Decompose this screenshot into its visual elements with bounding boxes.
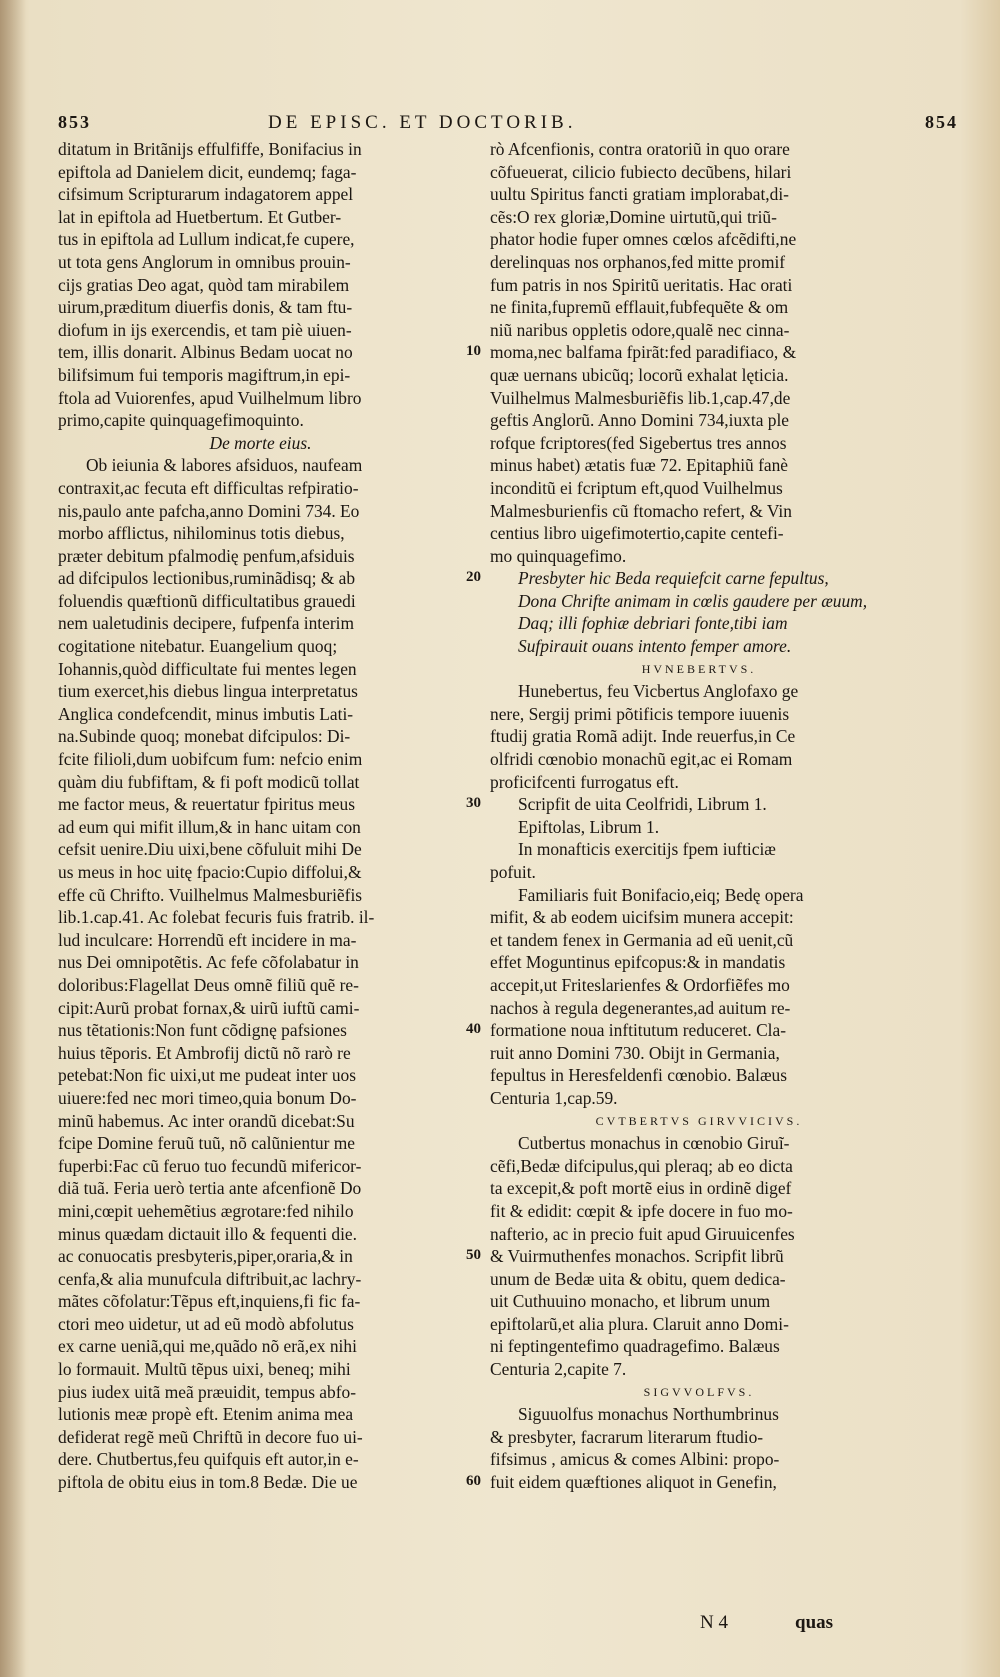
text-line: ta excepit,& poft mortẽ eius in ordinẽ digef — [490, 1178, 792, 1199]
text-line: mãtes cõfolatur:Tẽpus eft,inquiens,fi fic fa- — [58, 1291, 361, 1312]
text-line: fum patris in nos Spiritũ ueritatis. Hac orati — [490, 274, 793, 295]
text-line: ruit anno Domini 730. Obijt in Germania, — [490, 1042, 780, 1063]
text-line: De morte eius. — [209, 432, 312, 453]
text-line: Anglica condefcendit, minus imbutis Lati- — [58, 703, 354, 724]
text-line: petebat:Non fic uixi,ut me pudeat inter uos — [58, 1065, 356, 1086]
text-line: cõfueuerat, cilicio fubiecto decũbens, hilari — [490, 161, 792, 182]
text-line: mifit, & ab eodem uicifsim munera accepit: — [490, 907, 794, 928]
text-line: fifsimus , amicus & comes Albini: propo- — [490, 1449, 780, 1470]
text-line: ni feptingentefimo quadragefimo. Balæus — [490, 1336, 780, 1357]
text-line: rofque fcriptores(fed Sigebertus tres annos — [490, 432, 787, 453]
text-line: nus tẽtationis:Non funt cõdignę pafsiones — [58, 1020, 347, 1041]
text-line: Vuilhelmus Malmesburiẽfis lib.1,cap.47,de — [490, 387, 791, 408]
text-line: ut tota gens Anglorum in omnibus prouin- — [58, 251, 351, 272]
text-line: doloribus:Flagellat Deus omnẽ filiũ quẽ re- — [58, 974, 359, 995]
text-line: præter debitum pfalmodię penfum,afsiduis — [58, 545, 355, 566]
catchword: quas — [795, 1612, 834, 1633]
text-line: fepultus in Heresfeldenfi cœnobio. Balæus — [490, 1065, 788, 1086]
text-line: me factor meus, & reuertatur fpiritus meus — [58, 794, 355, 815]
text-line: Daq; illi fophiæ debriari fonte,tibi iam — [518, 613, 788, 634]
text-line: Siguuolfus monachus Northumbrinus — [518, 1404, 779, 1425]
text-line: ad eum qui mifit illum,& in hanc uitam con — [58, 816, 361, 837]
text-line: fuit eidem quæftiones aliquot in Genefin, — [490, 1472, 777, 1493]
text-line: cenfa,& alia munufcula diftribuit,ac lachry- — [58, 1268, 362, 1289]
text-line: fit & edidit: cœpit & ipfe docere in fuo mo- — [490, 1200, 793, 1221]
text-line: foluendis quæftionũ difficultatibus grauedi — [58, 590, 356, 611]
line-number: 60 — [466, 1473, 481, 1490]
text-line: mini,cœpit uehemẽtius ægrotare:fed nihilo — [58, 1200, 354, 1221]
text-line: dere. Chutbertus,feu quifquis eft autor,in e- — [58, 1449, 359, 1470]
text-line: Ob ieiunia & labores afsiduos, naufeam — [86, 455, 363, 476]
text-line: cipit:Aurũ probat fornax,& uirũ iuftũ cami- — [58, 997, 360, 1018]
text-line: centius libro uigefimotertio,capite centefi- — [490, 523, 784, 544]
text-line: nafterio, ac in precio fuit apud Giruuicenfes — [490, 1223, 795, 1244]
text-line: ad difcipulos lectionibus,ruminãdisq; & ab — [58, 568, 356, 589]
text-line: et tandem fenex in Germania ad eũ uenit,cũ — [490, 929, 794, 950]
text-line: ne finita,fupremũ efflauit,fubfequẽte & om — [490, 297, 789, 318]
text-line: quæ uernans ubicũq; locorũ exhalat lęticia. — [490, 364, 789, 385]
text-line: Centuria 2,capite 7. — [490, 1359, 627, 1380]
text-line: ditatum in Britãnijs effulfiffe, Bonifacius in — [58, 139, 362, 159]
text-line: primo,capite quinquagefimoquinto. — [58, 410, 304, 431]
text-line: contraxit,ac fecuta eft difficultas refpiratio- — [58, 477, 359, 498]
line-number: 40 — [466, 1021, 481, 1038]
text-line: uit Cuthuuino monacho, et librum unum — [490, 1291, 771, 1312]
page-header — [58, 112, 958, 138]
signature-mark: N 4 — [700, 1612, 728, 1633]
text-line: tem, illis donarit. Albinus Bedam uocat no — [58, 342, 353, 363]
text-line: lat in epiftola ad Huetbertum. Et Gutber- — [58, 206, 342, 227]
text-line: nis,paulo ante pafcha,anno Domini 734. Eo — [58, 500, 360, 521]
text-line: lib.1.cap.41. Ac folebat fecuris fuis fratrib. il- — [58, 907, 375, 928]
text-line: lutionis meæ propè eft. Etenim anima mea — [58, 1404, 354, 1425]
text-line: proficifcenti furrogatus eft. — [490, 771, 679, 792]
text-line: niũ naribus oppletis odore,qualẽ nec cinna- — [490, 319, 790, 340]
text-line: effe cũ Chrifto. Vuilhelmus Malmesburiẽfis — [58, 884, 363, 905]
text-line: uiuere:fed nec mori timeo,quia bonum Do- — [58, 1087, 357, 1108]
text-line: defiderat regẽ meũ Chriftũ in decore fuo ui- — [58, 1426, 363, 1447]
text-line: & Vuirmuthenfes monachos. Scripfit librũ — [490, 1246, 784, 1267]
text-line: HVNEBERTVS. — [641, 661, 757, 676]
text-line: minũ habemus. Ac inter orandũ dicebat:Su — [58, 1110, 355, 1131]
text-line: cijs gratias Deo agat, quòd tam mirabilem — [58, 274, 350, 295]
text-line: Cutbertus monachus in cœnobio Giruĩ- — [518, 1133, 790, 1154]
text-line: cifsimum Scripturarum indagatorem appel — [58, 184, 354, 205]
text-line: geftis Anglorũ. Anno Domini 734,iuxta ple — [490, 410, 790, 431]
text-line: ftudij gratia Romã adijt. Inde reuerfus,in Ce — [490, 726, 796, 747]
text-line: bilifsimum fui temporis magiftrum,in epi- — [58, 364, 351, 385]
text-line: cẽs:O rex gloriæ,Domine uirtutũ,qui triũ- — [490, 206, 777, 227]
text-line: ex carne ueniã,qui me,quãdo nõ erã,ex nihi — [58, 1336, 357, 1357]
text-line: quàm diu fubfiftam, & fi poft modicũ tollat — [58, 771, 360, 792]
text-line: & presbyter, facrarum literarum ftudio- — [490, 1426, 764, 1447]
text-line: minus habet) ætatis fuæ 72. Epitaphiũ fanè — [490, 455, 789, 476]
text-line: epiftola ad Danielem dicit, eundemq; faga- — [58, 161, 357, 182]
line-number: 50 — [466, 1247, 481, 1264]
text-line: derelinquas nos orphanos,fed mitte promif — [490, 251, 786, 272]
text-line: CVTBERTVS GIRVVICIVS. — [595, 1113, 803, 1128]
text-line: diofum in ijs exercendis, et tam piè uiuen- — [58, 319, 352, 340]
text-line: nere, Sergij primi põtificis tempore iuuenis — [490, 703, 790, 724]
text-line: lo formauit. Multũ tẽpus uixi, beneq; mihi — [58, 1359, 351, 1380]
text-line: Scripfit de uita Ceolfridi, Librum 1. — [518, 794, 767, 815]
text-line: uultu Spiritus fancti gratiam implorabat,di- — [490, 184, 789, 205]
text-line: huius tẽporis. Et Ambrofij dictũ nõ rarò re — [58, 1042, 351, 1063]
text-line: Dona Chrifte animam in cœlis gaudere per æuum, — [518, 590, 868, 611]
text-line: Hunebertus, feu Vicbertus Anglofaxo ge — [518, 681, 799, 702]
text-line: na.Subinde quoq; monebat difcipulos: Di- — [58, 726, 351, 747]
text-line: ftola ad Vuiorenfes, apud Vuilhelmum libro — [58, 387, 362, 408]
text-line: tium exercet,his diebus lingua interpretatus — [58, 681, 358, 702]
text-line: uirum,præditum diuerfis donis, & tam ftu- — [58, 297, 353, 318]
text-line: Iohannis,quòd difficultate fui mentes legen — [58, 658, 357, 679]
text-line: nem ualetudinis decipere, fufpenfa interim — [58, 613, 355, 634]
text-line: rò Afcenfionis, contra oratoriũ in quo orare — [490, 139, 790, 159]
text-line: Malmesburienfis cũ ftomacho refert, & Vin — [490, 500, 792, 521]
text-line: mo quinquagefimo. — [490, 545, 627, 566]
text-line: cẽfi,Bedæ difcipulus,qui pleraq; ab eo dicta — [490, 1155, 793, 1176]
text-line: effet Moguntinus epifcopus:& in mandatis — [490, 952, 786, 973]
text-line: tus in epiftola ad Lullum indicat,fe cupere, — [58, 229, 355, 250]
text-line: olfridi cœnobio monachũ egit,ac ei Romam — [490, 749, 793, 770]
text-line: Centuria 1,cap.59. — [490, 1087, 618, 1108]
text-line: fcite filioli,dum uobifcum fum: nefcio enim — [58, 749, 363, 770]
text-line: us meus in hoc uitę fpacio:Cupio diffolui,& — [58, 862, 362, 882]
text-line: epiftolarũ,et alia plura. Claruit anno Domi- — [490, 1313, 789, 1334]
line-number: 10 — [466, 343, 481, 360]
text-line: fcipe Domine feruũ tuũ, nõ calũnientur me — [58, 1133, 355, 1154]
text-line: minus quædam dictauit illo & fequenti die. — [58, 1223, 357, 1244]
text-line: ac conuocatis presbyteris,piper,oraria,& in — [58, 1246, 353, 1267]
page-number-right: 854 — [925, 112, 958, 132]
line-number: 20 — [466, 569, 481, 586]
text-line: morbo afflictus, nihilominus totis diebus, — [58, 523, 345, 544]
text-line: accepit,ut Friteslarienfes & Ordorfiẽfes mo — [490, 974, 790, 995]
text-line: pius iudex uitã meã præuidit, tempus abfo- — [58, 1381, 357, 1402]
text-line: SIGVVOLFVS. — [643, 1384, 755, 1399]
right-column — [490, 138, 908, 1494]
text-line: formatione noua inftitutum reduceret. Cla- — [490, 1020, 787, 1041]
text-line: phator hodie fuper omnes cœlos afcẽdifti,ne — [490, 229, 797, 250]
text-line: cogitatione nitebatur. Euangelium quoq; — [58, 636, 338, 657]
text-line: In monafticis exercitijs fpem iufticiæ — [518, 839, 776, 860]
text-line: unum de Bedæ uita & obitu, quem dedica- — [490, 1268, 786, 1289]
text-line: inconditũ ei fcriptum eft,quod Vuilhelmus — [490, 477, 783, 498]
text-line: lud inculcare: Horrendũ eft incidere in ma- — [58, 929, 357, 950]
running-head: DE EPISC. ET DOCTORIB. — [268, 112, 577, 133]
gutter-shadow — [0, 0, 26, 1677]
text-line: nus Dei omnipotẽtis. Ac fefe cõfolabatur in — [58, 952, 359, 973]
text-line: moma,nec balfama fpirãt:fed paradifiaco, & — [490, 342, 797, 363]
text-line: piftola de obitu eius in tom.8 Bedæ. Die ue — [58, 1472, 358, 1493]
line-number: 30 — [466, 795, 481, 812]
text-line: nachos à regula degenerantes,ad auitum re- — [490, 997, 791, 1018]
page-number-left: 853 — [58, 112, 91, 132]
text-line: Familiaris fuit Bonifacio,eiq; Bedę opera — [518, 884, 804, 905]
text-line: diã tuã. Feria uerò tertia ante afcenfionẽ Do — [58, 1178, 362, 1199]
text-line: pofuit. — [490, 862, 536, 882]
text-line: fuperbi:Fac cũ feruo tuo fecundũ mifericor- — [58, 1155, 362, 1176]
text-line: cefsit uenire.Diu uixi,bene cõfuluit mihi De — [58, 839, 362, 860]
left-column — [58, 138, 463, 1494]
text-line: Epiftolas, Librum 1. — [518, 816, 660, 837]
text-line: Sufpirauit ouans intento femper amore. — [518, 636, 792, 657]
text-line: ctori meo uidetur, ut ad eũ modò abfolutus — [58, 1313, 354, 1334]
text-line: Presbyter hic Beda requiefcit carne fepultus, — [518, 568, 829, 589]
